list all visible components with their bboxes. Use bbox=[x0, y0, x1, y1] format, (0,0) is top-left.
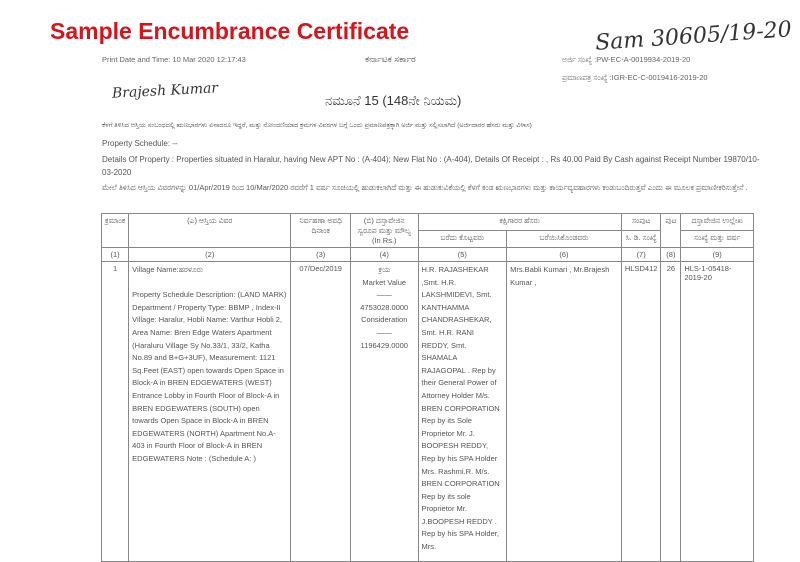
execution-date: 07/Dec/2019 bbox=[291, 262, 351, 562]
village-name: Village Name:ಹರಳೂರು bbox=[132, 265, 204, 274]
colnum: (7) bbox=[621, 248, 661, 262]
header-date: ನಿರ್ವಹಣಾ ಅವಧಿ ದಿನಾಂಕ bbox=[291, 214, 351, 248]
header-serial: ಕ್ರಮಾಂಕ bbox=[102, 214, 129, 248]
header-cd-number: ಸಿ. ಡಿ. ಸಂಖ್ಯೆ bbox=[621, 231, 661, 248]
colnum: (8) bbox=[661, 248, 681, 262]
consideration-value: 1196429.0000 bbox=[360, 340, 408, 350]
header-parties: ಕಕ್ಷಿಗಾರರ ಹೆಸರು bbox=[418, 214, 621, 231]
certificate-number: ಪ್ರಮಾಣಪತ್ರ ಸಂಖ್ಯೆ :IGR-EC-C-0019416-2019-20 bbox=[562, 73, 708, 82]
document-number: HLS-1-05418-2019-20 bbox=[681, 262, 754, 562]
claimants: Mrs.Babli Kumari , Mr.Brajesh Kumar , bbox=[507, 262, 622, 562]
colnum: (9) bbox=[681, 248, 754, 262]
document-nature: ಕ್ರಯ bbox=[378, 265, 391, 274]
header-executants: ಬರೆದು ಕೊಟ್ಟವರು bbox=[418, 231, 507, 248]
page-number: 26 bbox=[661, 262, 681, 562]
cd-number: HLSD412 bbox=[621, 262, 661, 562]
form-title: ನಮೂನೆ 15 (148ನೇ ನಿಯಮ) bbox=[325, 93, 462, 108]
handwritten-number: Sam 30605/19-20 bbox=[594, 17, 793, 56]
encumbrance-table bbox=[101, 213, 754, 562]
period-text: ಮೇಲೆ ತಿಳಿಸಿದ ಆಸ್ತಿಯ ವಿವರಗಳನ್ನು 01/Apr/2019 ರಿಂದ 10/Mar/2020 ರವರೆಗೆ 1 ವರ್ಷ ಸೂಚಿಯಲ್ಲಿ ಹುಡುಕಲಾಗಿದೆ ಮತ್ತು ಈ ಹುಡುಕುವಿಕೆಯಲ್ಲಿ ಕೆಳಗೆ ಕಂಡ ಋಣಭಾರಗಳು ಮತ್ತು ಕಾರ್ಯವ್ಯವಹಾರಗಳು ಕಂಡುಬಂದಿರುತ್ತವೆ ಎಂದು ಈ ಮೂಲಕ ಪ್ರಮಾಣೀಕರಿಸುತ್ತೇನೆ . bbox=[102, 183, 748, 192]
header-number-year: ಸಂಖ್ಯೆ ಮತ್ತು ವರ್ಷ bbox=[681, 231, 754, 248]
property-description: Property Schedule Description: (LAND MARK) Department / Property Type: BBMP , Index-II Village: Haralur, Hobli Name: Varthur Hobli 2, Area Name: Bren Edge Waters Apartment (Haraluru Village Sy No.33/1, 33/2, Katha No.89 and B+G+3UF), Measurement: 1121 Sq.Feet (EAST) open towards Open Space in Block-A in BREN EDGEWATERS (WEST) Entrance Lobby in Fourth Floor of Block-A in BREN EDGEWATERS (SOUTH) open towards Open Space in Block-A in BREN EDGEWATERS (NORTH) Apartment No.A-403 in Fourth Floor of Block-A in BREN EDGEWATERS Note : (Schedule A: ) bbox=[132, 290, 287, 463]
signature: Brajesh Kumar bbox=[111, 80, 219, 102]
page-title: Sample Encumbrance Certificate bbox=[50, 18, 410, 44]
market-value: 4753028.0000 bbox=[360, 302, 409, 312]
market-value-label: Market Value bbox=[362, 277, 407, 287]
property-details: Details Of Property : Properties situated in Haralur, having New APT No : (A-404); New Flat No : (A-404), Details Of Receipt : , Rs 40.00 Paid By Cash against Receipt Number 19870/10-03-2020 bbox=[102, 155, 760, 177]
application-number: ಅರ್ಜಿ ಸಂಖ್ಯೆ :PW-EC-A-0019934-2019-20 bbox=[562, 55, 691, 64]
header-doc-ref: ದಸ್ತಾವೇಜಿನ ಉಲ್ಲೇಖ bbox=[681, 214, 754, 231]
intro-text: ಕೆಳಗೆ ತಿಳಿಸಿದ ಆಸ್ತಿಯ ಸಂಬಂಧದಲ್ಲಿ ಋಣಭಾರಗಳು ಏನಾದರೂ ಇದ್ದರೆ, ಮತ್ತು ನೋಂದಣಿಯಾದ ಕ್ರಮಗಳ ವಿವರಗಳ ಬಗ್ಗೆ ಒಂದು ಪ್ರಮಾಣಪತ್ರಕ್ಕಾಗಿ ಅರ್ಜಿ ಮತ್ತು ಸಲ್ಲಿಸಲಾಗಿದೆ (ಅರ್ಜಿದಾರರ ಹೆಸರು ಮತ್ತು ವಿಳಾಸ) bbox=[102, 122, 532, 129]
colnum: (5) bbox=[418, 248, 507, 262]
colnum: (3) bbox=[291, 248, 351, 262]
consideration-label: Consideration bbox=[361, 315, 408, 325]
table-row bbox=[102, 262, 754, 562]
govt-header: ಕರ್ನಾಟಕ ಸರ್ಕಾರ bbox=[365, 54, 416, 64]
colnum: (2) bbox=[129, 248, 291, 262]
colnum: (6) bbox=[507, 248, 622, 262]
executants: H.R. RAJASHEKAR ,Smt. H.R. LAKSHMIDEVI, Smt. KANTHAMMA CHANDRASHEKAR, Smt. H.R. RANI REDDY, Smt. SHAMALA RAJAGOPAL . Rep by their General Power of Attorney Holder M/s. BREN CORPORATION Rep by its Sole Proprietor Mr. J. BOOPESH REDDY, Rep by his SPA Holder Mrs. Rashmi.R. M/s. BREN CORPORATION Rep by its sole Proprietor Mr. J.BOOPESH REDDY . Rep by his SPA Holder, Mrs. bbox=[418, 262, 507, 562]
nature-value-cell: ಕ್ರಯ Market Value —— 4753028.0000 Consideration —— 1196429.0000 bbox=[350, 262, 418, 562]
header-nature-value: (ಬಿ) ದಸ್ತಾವೇಜಿನ ಸ್ವರೂಪ ಮತ್ತು ಮೌಲ್ಯ (In Rs.) bbox=[350, 214, 418, 248]
colnum: (4) bbox=[350, 248, 418, 262]
header-claimants: ಬರೆಯಿಸಿಕೊಂಡವರು bbox=[507, 231, 622, 248]
header-property: (ಎ) ಆಸ್ತಿಯ ವಿವರ bbox=[129, 214, 291, 248]
header-page: ಪುಟ bbox=[661, 214, 681, 248]
property-schedule: Property Schedule: -- bbox=[102, 139, 178, 148]
print-date: Print Date and Time: 10 Mar 2020 12:17:43 bbox=[102, 55, 246, 64]
colnum: (1) bbox=[102, 248, 129, 262]
property-description-cell bbox=[129, 262, 291, 562]
header-volume: ಸಂಪುಟ bbox=[621, 214, 661, 231]
serial-no: 1 bbox=[102, 262, 129, 562]
